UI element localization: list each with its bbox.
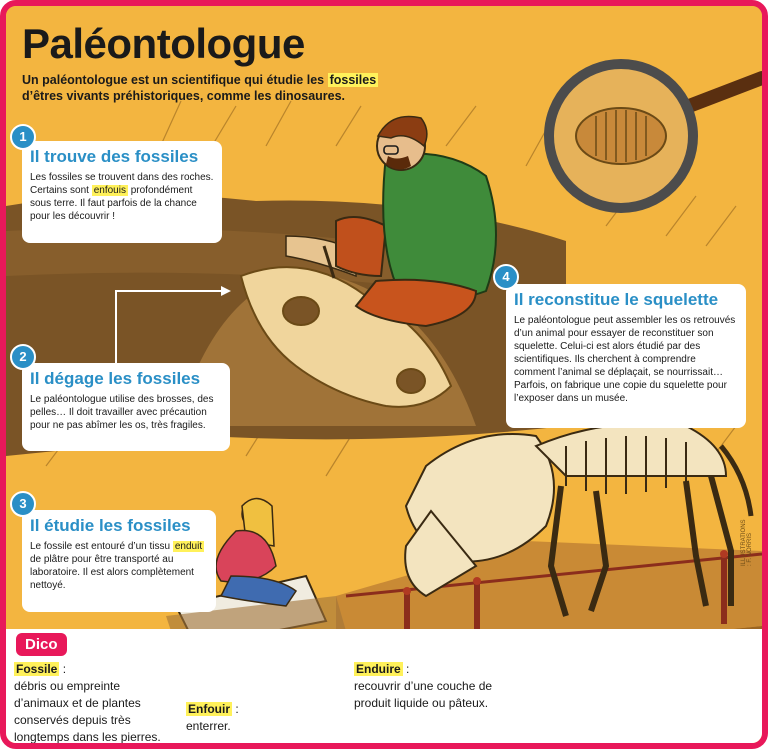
section-2-box xyxy=(22,363,230,451)
intro-highlight: fossiles xyxy=(329,73,377,87)
dico-term-fossile: Fossile xyxy=(16,662,58,676)
dico-term-enfouir: Enfouir xyxy=(188,702,230,716)
dico-def-enduire: recouvrir d’une couche de produit liquide ou pâteux. xyxy=(354,679,493,710)
page-title: Paléontologue xyxy=(22,20,305,67)
section-2-number: 2 xyxy=(10,344,36,370)
intro-text xyxy=(22,72,422,104)
section-4-number: 4 xyxy=(493,264,519,290)
section-3-text xyxy=(30,540,208,592)
section-2-heading: Il dégage les fossiles xyxy=(30,369,201,388)
intro-after: d’êtres vivants préhistoriques, comme les dinosaures. xyxy=(22,89,346,103)
dico-def-enfouir: enterrer. xyxy=(186,719,231,733)
dico-glossary xyxy=(6,629,762,743)
section-4-text: Le paléontologue peut assembler les os retrouvés d’un animal pour essayer de reconstituer son squelette. Celui-ci est alors étudié par des scientifiques. Ils cherchent à comprendre comment l’animal se déplaçait, se nourrissait… Parfois, on fabrique une copie du squelette pour l’exposer dans un musée. xyxy=(514,315,736,404)
section-1-number: 1 xyxy=(10,124,36,150)
dico-entry-enduire xyxy=(354,661,514,712)
dico-colon-fossile: : xyxy=(59,662,67,676)
intro-before: Un paléontologue est un scientifique qui étudie les xyxy=(22,73,328,87)
section-2-text: Le paléontologue utilise des brosses, des pelles… Il doit travailler avec précaution pour ne pas abîmer les os, très fragiles. xyxy=(30,394,214,431)
section-3-box xyxy=(22,510,216,612)
section-1-text-before: Les fossiles se trouvent dans des roches. Certains sont xyxy=(30,172,214,196)
dico-term-enduire: Enduire xyxy=(356,662,401,676)
section-3-text-after: de plâtre pour être transporté au laboratoire. Il est alors complètement nettoyé. xyxy=(30,554,194,591)
section-1-box xyxy=(22,141,222,243)
dico-colon-enfouir: : xyxy=(232,702,239,716)
section-1-text xyxy=(30,171,214,223)
section-3-number: 3 xyxy=(10,491,36,517)
dico-colon-enduire: : xyxy=(402,662,410,676)
section-3-text-before: Le fossile est entouré d’un tissu xyxy=(30,541,173,552)
illustration-credit: ILLUSTRATIONS : F. NORRIS xyxy=(741,519,753,566)
dico-label: Dico xyxy=(16,633,67,656)
dico-entry-fossile xyxy=(14,661,174,746)
dico-entry-enfouir xyxy=(186,701,336,735)
section-1-text-after: profondément sous terre. Il faut parfois de la chance pour les découvrir ! xyxy=(30,185,197,222)
section-1-heading: Il trouve des fossiles xyxy=(30,147,199,166)
dico-def-fossile: débris ou empreinte d’animaux et de plantes conservés depuis très longtemps dans les pierres. xyxy=(14,679,161,744)
section-4-heading: Il reconstitue le squelette xyxy=(514,290,719,309)
section-3-highlight: enduit xyxy=(174,541,203,552)
section-1-highlight: enfouis xyxy=(93,185,126,196)
section-3-heading: Il étudie les fossiles xyxy=(30,516,191,535)
section-4-box xyxy=(506,284,746,428)
